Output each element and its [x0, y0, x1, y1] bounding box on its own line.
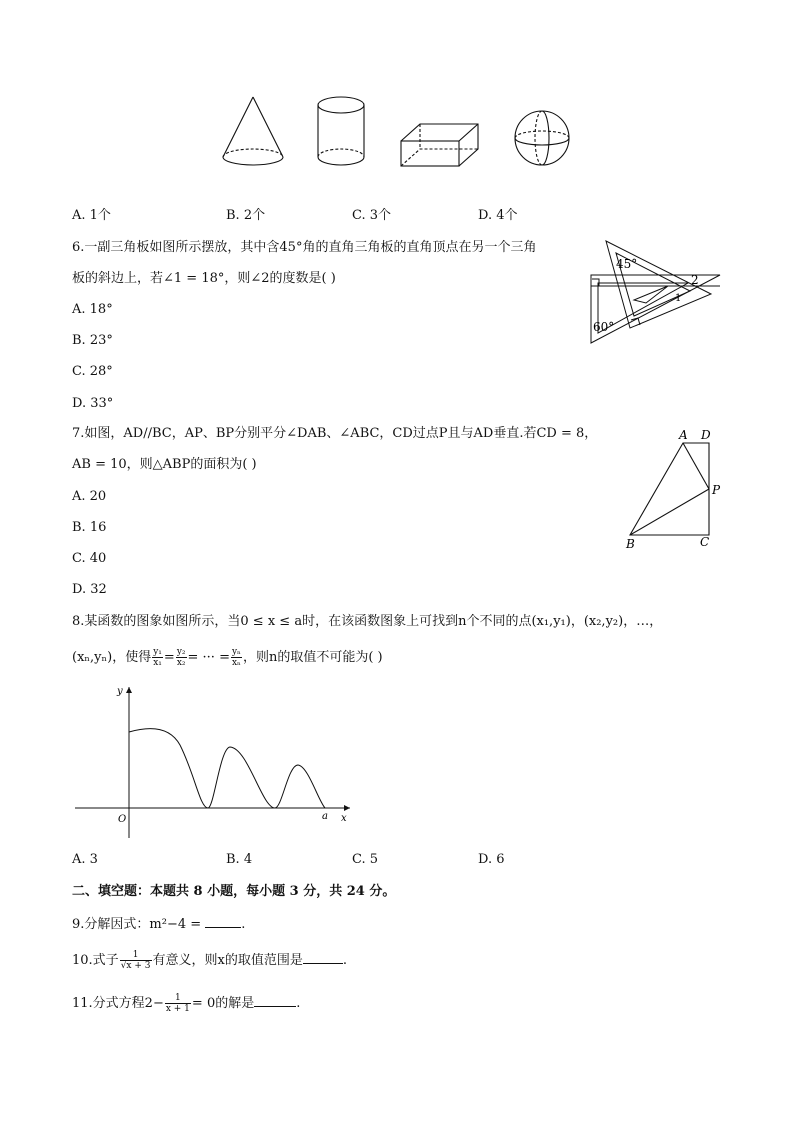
q6-angle2-label: 2: [691, 273, 699, 287]
q8-line2-pre: (xₙ,yₙ)，使得: [72, 650, 152, 665]
q8-line2-post: ，则n的取值不可能为( ): [242, 650, 383, 665]
q8-stem-line1: 8.某函数的图象如图所示，当0 ≤ x ≤ a时，在该函数图象上可找到n个不同的点(x₁,y₁)，(x₂,y₂)，…，: [72, 614, 663, 629]
q8-a-label: a: [322, 811, 328, 822]
q6-stem-line1: 6.一副三角板如图所示摆放，其中含45°角的直角三角板的直角顶点在另一个三角: [72, 240, 537, 255]
q8-eq2: = ··· =: [187, 650, 230, 665]
q11-answer-blank: [254, 994, 296, 1007]
q8-eq1: =: [163, 650, 175, 665]
q8-ratio-1-num: y₁: [153, 647, 162, 657]
q8-ratio-1: [152, 647, 163, 668]
q6-angle1-label: 1: [675, 293, 682, 304]
cone-shape: [223, 97, 283, 165]
q8-origin-label: O: [118, 814, 127, 825]
q11-frac-num: 1: [165, 993, 191, 1004]
cylinder-shape: [318, 97, 364, 165]
q10-end: .: [342, 953, 347, 968]
q6-option-b: B. 23°: [72, 333, 113, 348]
q10-frac-num: 1: [120, 950, 152, 961]
q8-stem-line2: [72, 647, 383, 668]
q11-pre: 11.分式方程2−: [72, 996, 164, 1011]
q7-point-p: P: [712, 483, 721, 497]
q7-point-c: C: [700, 535, 710, 549]
q11-post: = 0的解是: [191, 996, 255, 1011]
q8-curve: [129, 729, 325, 808]
q7-option-a: A. 20: [72, 489, 107, 504]
q7-stem-line2: AB = 10，则△ABP的面积为( ): [72, 457, 257, 472]
q8-x-axis-label: x: [341, 813, 347, 824]
q8-ratio-n-den: xₙ: [231, 658, 241, 668]
q8-option-b: B. 4: [226, 852, 253, 867]
box-shape: [401, 124, 478, 166]
q7-point-a: A: [679, 428, 688, 442]
q5-option-b: B. 2个: [226, 208, 266, 223]
q6-stem-line2: 板的斜边上，若∠1 = 18°，则∠2的度数是( ): [72, 271, 336, 286]
q8-option-a: A. 3: [72, 852, 98, 867]
q8-option-d: D. 6: [478, 852, 505, 867]
q11-fraction: [165, 993, 191, 1014]
q8-ratio-2-num: y₂: [176, 647, 186, 657]
q7-point-b: B: [626, 537, 635, 551]
q9-end: .: [241, 917, 246, 932]
q7-option-c: C. 40: [72, 551, 107, 566]
q9-stem: [72, 915, 245, 933]
q10-frac-den: √x + 3: [120, 961, 151, 971]
section2-heading: 二、填空题：本题共 8 小题，每小题 3 分，共 24 分。: [72, 884, 396, 899]
q10-post: 有意义，则x的取值范围是: [152, 953, 303, 968]
q8-option-c: C. 5: [352, 852, 379, 867]
q11-stem: [72, 993, 300, 1014]
q8-y-axis-label: y: [117, 686, 123, 697]
q10-stem: [72, 950, 347, 971]
q6-option-c: C. 28°: [72, 364, 113, 379]
q6-option-a: A. 18°: [72, 302, 113, 317]
solids-figure: [0, 0, 794, 200]
q10-fraction: [120, 950, 152, 971]
q5-option-c: C. 3个: [352, 208, 392, 223]
q8-ratio-n-num: yₙ: [231, 647, 241, 657]
q7-option-b: B. 16: [72, 520, 107, 535]
q7-point-d: D: [701, 428, 711, 442]
q11-frac-den: x + 1: [165, 1004, 190, 1014]
q5-option-a: A. 1个: [72, 208, 111, 223]
q10-pre: 10.式子: [72, 953, 119, 968]
q6-angle45-label: 45°: [616, 257, 638, 271]
q8-ratio-1-den: x₁: [153, 658, 162, 668]
q8-ratio-n: [231, 647, 242, 668]
q9-text: 9.分解因式：m²−4 =: [72, 917, 202, 932]
sphere-shape: [515, 111, 569, 165]
q10-answer-blank: [303, 951, 343, 964]
q7-stem-line1: 7.如图，AD//BC，AP、BP分别平分∠DAB、∠ABC，CD过点P且与AD垂直.若CD = 8，: [72, 426, 598, 441]
q9-answer-blank: [205, 915, 241, 928]
q6-angle60-label: 60°: [593, 320, 615, 334]
q8-ratio-2: [176, 647, 187, 668]
q6-option-d: D. 33°: [72, 396, 114, 411]
q11-end: .: [296, 996, 301, 1011]
q8-ratio-2-den: x₂: [176, 658, 186, 668]
q7-option-d: D. 32: [72, 582, 107, 597]
q5-option-d: D. 4个: [478, 208, 518, 223]
